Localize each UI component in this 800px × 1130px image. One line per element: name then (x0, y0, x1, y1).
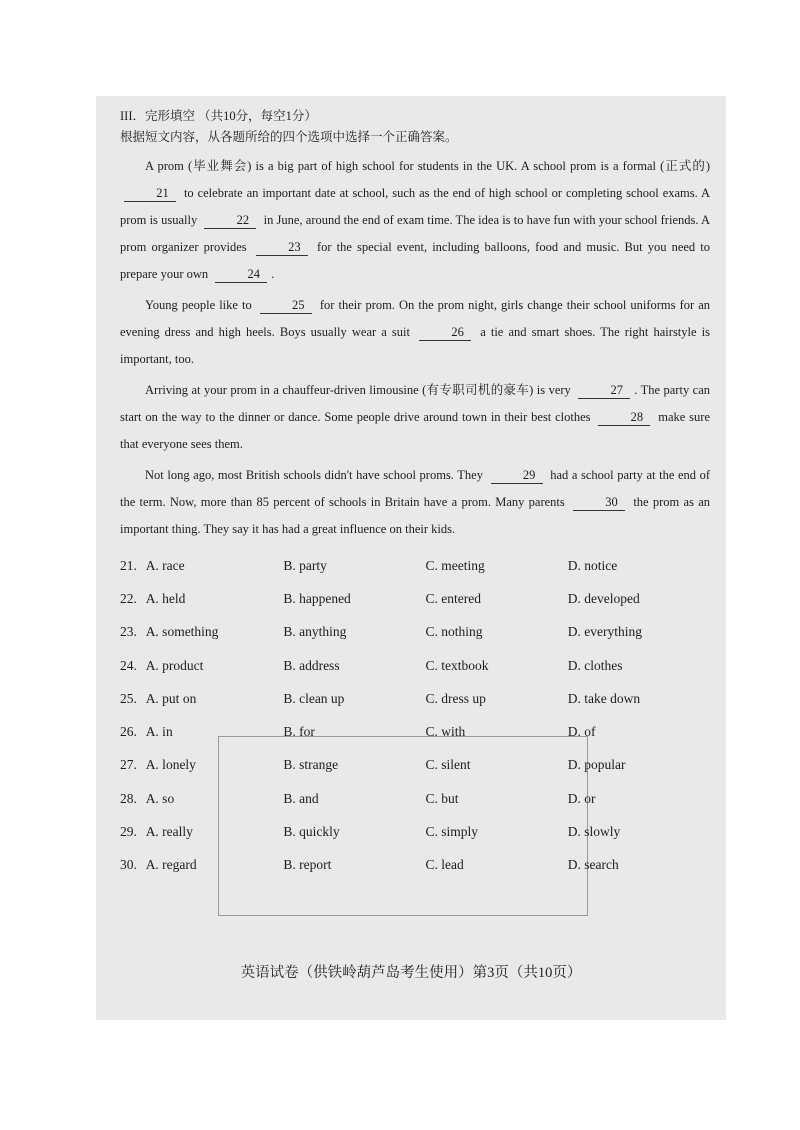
option-c[interactable]: C. silent (425, 757, 471, 773)
passage-text: make sure that everyone sees them. (120, 410, 711, 451)
question-row (120, 815, 710, 848)
passage-paragraph-1 (120, 153, 710, 288)
option-b[interactable]: B. quickly (283, 824, 340, 840)
option-b[interactable]: B. party (283, 557, 327, 573)
option-c[interactable]: C. entered (425, 590, 482, 606)
option-d[interactable]: D. clothes (567, 657, 623, 673)
option-a[interactable]: A. regard (145, 857, 197, 873)
question-number: 29. (120, 824, 137, 840)
question-row (120, 549, 710, 582)
passage-text: for the special event, including balloons, food and music. But you need to prepare your own (120, 240, 711, 281)
option-b[interactable]: B. address (283, 657, 340, 673)
option-d[interactable]: D. slowly (567, 824, 621, 840)
option-b[interactable]: B. clean up (283, 690, 345, 706)
passage-text: a tie and smart shoes. The right hairstyle is important, too. (120, 325, 710, 366)
option-c[interactable]: C. textbook (425, 657, 489, 673)
question-row (120, 715, 710, 748)
question-number: 27. (120, 757, 137, 773)
option-c[interactable]: C. meeting (425, 557, 485, 573)
option-d[interactable]: D. everything (567, 624, 642, 640)
passage-text: . The party can start on the way to the dinner or dance. Some people drive around town in their best clothes (120, 383, 710, 424)
blank-26: 26 (419, 324, 471, 341)
blank-30: 30 (573, 494, 625, 511)
option-d[interactable]: D. take down (567, 690, 641, 706)
blank-25: 25 (260, 297, 312, 314)
page-footer: 英语试卷（供铁岭葫芦岛考生使用）第3页（共10页） (240, 965, 582, 981)
option-b[interactable]: B. strange (283, 757, 339, 773)
question-number: 23. (120, 624, 137, 640)
blank-27: 27 (578, 382, 630, 399)
passage-paragraph-4 (120, 462, 710, 543)
option-d[interactable]: D. developed (567, 590, 640, 606)
passage-text: the prom as an important thing. They say it has had a great influence on their kids. (120, 495, 711, 536)
option-b[interactable]: B. and (283, 790, 319, 806)
option-a[interactable]: A. put on (145, 690, 197, 706)
option-a[interactable]: A. in (145, 724, 173, 740)
option-b[interactable]: B. happened (283, 590, 351, 606)
option-d[interactable]: D. popular (567, 757, 626, 773)
question-number: 28. (120, 790, 137, 806)
exam-page (96, 96, 726, 1020)
option-d[interactable]: D. or (567, 790, 596, 806)
question-row (120, 582, 710, 615)
passage-text: to celebrate an important date at school, such as the end of high school or completing school exams. A prom is usually (120, 186, 711, 227)
option-a[interactable]: A. something (145, 624, 219, 640)
option-b[interactable]: B. anything (283, 624, 347, 640)
passage-text: Arriving at your prom in a chauffeur-driven limousine (有专职司机的豪车) is very (145, 383, 571, 397)
passage-paragraph-3 (120, 377, 710, 458)
section-instructions: 根据短文内容，从各题所给的四个选项中选择一个正确答案。 (120, 130, 458, 144)
option-c[interactable]: C. with (425, 724, 466, 740)
blank-28: 28 (598, 409, 650, 426)
blank-21: 21 (124, 185, 176, 202)
option-d[interactable]: D. search (567, 857, 619, 873)
option-b[interactable]: B. for (283, 724, 315, 740)
question-number: 25. (120, 690, 137, 706)
option-b[interactable]: B. report (283, 857, 332, 873)
option-c[interactable]: C. dress up (425, 690, 486, 706)
question-row (120, 682, 710, 715)
option-a[interactable]: A. race (145, 557, 185, 573)
passage-text: had a school party at the end of the term. Now, more than 85 percent of schools in Britain have a prom. Many parents (120, 468, 711, 509)
question-row (120, 849, 710, 882)
question-row (120, 782, 710, 815)
option-a[interactable]: A. lonely (145, 757, 196, 773)
option-d[interactable]: D. notice (567, 557, 618, 573)
option-a[interactable]: A. product (145, 657, 204, 673)
question-number: 21. (120, 557, 137, 573)
passage-paragraph-2 (120, 292, 710, 373)
passage-text: Young people like to (145, 298, 252, 312)
option-c[interactable]: C. but (425, 790, 459, 806)
option-c[interactable]: C. lead (425, 857, 464, 873)
passage-text: in June, around the end of exam time. The idea is to have fun with your school friends. A prom organizer provides (120, 213, 711, 254)
passage-text: Not long ago, most British schools didn't have school proms. They (145, 468, 483, 482)
page-content (120, 106, 710, 882)
question-number: 22. (120, 590, 137, 606)
question-number: 24. (120, 657, 137, 673)
blank-24: 24 (215, 266, 267, 283)
option-d[interactable]: D. of (567, 724, 596, 740)
blank-22: 22 (204, 212, 256, 229)
option-a[interactable]: A. really (145, 824, 193, 840)
question-row (120, 649, 710, 682)
question-row (120, 616, 710, 649)
option-a[interactable]: A. held (145, 590, 186, 606)
passage-text: A prom (毕业舞会) is a big part of high school for students in the UK. A school prom is a formal (正式的) (145, 159, 710, 173)
passage-text: for their prom. On the prom night, girls change their school uniforms for an evening dress and high heels. Boys usually wear a suit (120, 298, 711, 339)
question-row (120, 749, 710, 782)
option-a[interactable]: A. so (145, 790, 175, 806)
option-c[interactable]: C. nothing (425, 624, 483, 640)
question-number: 30. (120, 857, 137, 873)
section-title: III．完形填空 （共10分，每空1分） (120, 109, 317, 123)
question-number: 26. (120, 724, 137, 740)
blank-29: 29 (491, 467, 543, 484)
blank-23: 23 (256, 239, 308, 256)
option-c[interactable]: C. simply (425, 824, 479, 840)
answer-options (120, 549, 710, 882)
passage-text: . (271, 267, 275, 281)
